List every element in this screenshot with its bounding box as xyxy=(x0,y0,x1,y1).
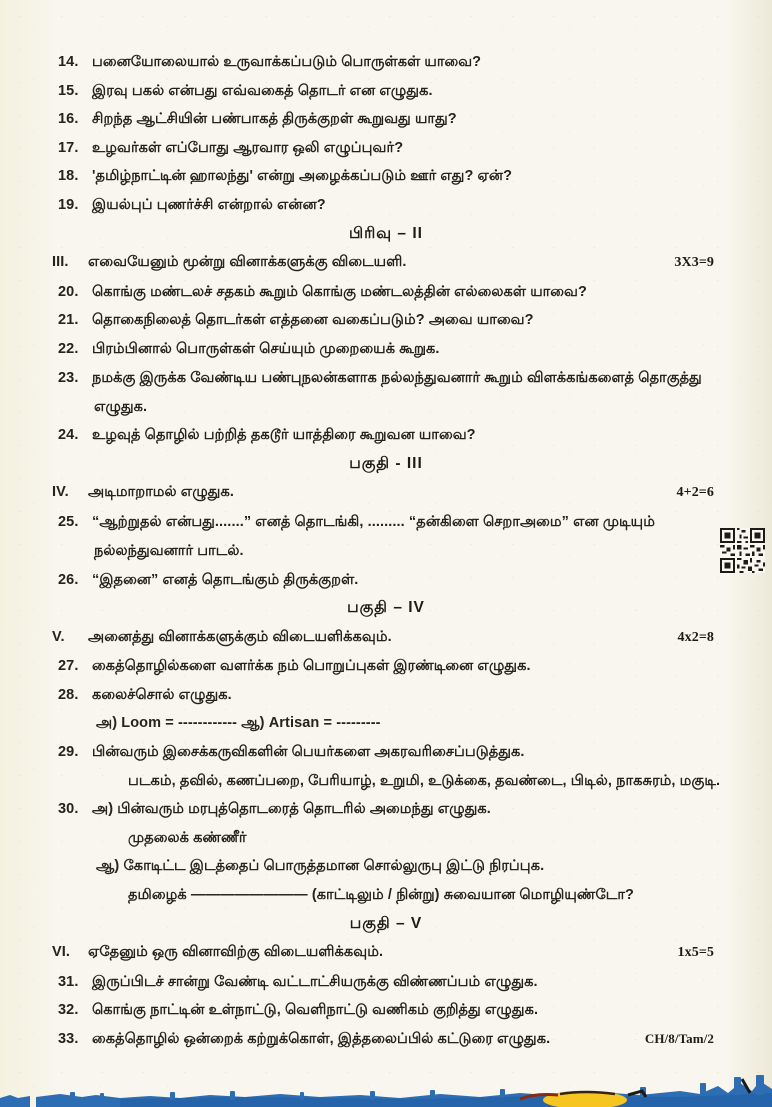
question-16 xyxy=(58,109,714,129)
question-number: 29. xyxy=(58,744,79,761)
question-23 xyxy=(58,368,714,417)
question-number: 24. xyxy=(58,427,79,444)
question-number: 22. xyxy=(58,340,79,357)
question-text: சிறந்த ஆட்சியின் பண்பாகத் திருக்குறள் கூறுவது யாது? xyxy=(92,111,457,128)
marks-label: 3X3=9 xyxy=(674,255,714,271)
question-number: 17. xyxy=(58,139,79,156)
question-15 xyxy=(58,81,714,101)
question-17 xyxy=(58,138,714,158)
instruction-text: அடிமாறாமல் எழுதுக. xyxy=(88,484,234,501)
roman-numeral: IV. xyxy=(52,484,69,501)
instruction-IV xyxy=(52,482,714,503)
question-text: “ஆற்றுதல் என்பது.......” எனத் தொடங்கி, ......... “தன்கிளை செறாஅமை” என முடியும் xyxy=(92,513,655,530)
question-text: உழவுத் தொழில் பற்றித் தகடூர் யாத்திரை கூறுவன யாவை? xyxy=(92,427,476,444)
question-30-part-aa xyxy=(58,856,714,876)
question-number: 19. xyxy=(58,196,79,213)
question-22 xyxy=(58,339,714,359)
fill-in-line: அ) Loom = ------------ ஆ) Artisan = --------- xyxy=(96,715,381,732)
question-text: 'தமிழ்நாட்டின் ஹாலந்து' என்று அழைக்கப்படும் ஊர் எது? ஏன்? xyxy=(92,168,513,185)
section-header-pakuthi-3: பகுதி - III xyxy=(349,454,423,472)
question-text: அ) பின்வரும் மரபுத்தொடரைத் தொடரில் அமைந்து எழுதுக. xyxy=(92,801,491,818)
marks-label: 1x5=5 xyxy=(677,945,714,961)
question-text: கொங்கு நாட்டின் உள்நாட்டு, வெளிநாட்டு வணிகம் குறித்து எழுதுக. xyxy=(92,1002,539,1019)
roman-numeral: V. xyxy=(52,628,65,645)
roman-numeral: VI. xyxy=(52,944,71,961)
fill-in-line: தமிழைக் ———————— (காட்டிலும் / நின்று) சுவையான மொழியுண்டோ? xyxy=(128,887,634,904)
question-number: 16. xyxy=(58,111,79,128)
question-26 xyxy=(58,570,714,590)
question-text: இருப்பிடச் சான்று வேண்டி வட்டாட்சியருக்கு விண்ணப்பம் எழுதுக. xyxy=(92,973,538,990)
instruction-V xyxy=(52,627,714,648)
question-number: 14. xyxy=(58,54,79,70)
scan-bottom-edge xyxy=(0,1071,772,1107)
question-24 xyxy=(58,425,714,445)
question-text: கைத்தொழில்களை வளர்க்க நம் பொறுப்புகள் இரண்டினை எழுதுக. xyxy=(92,658,531,675)
question-29 xyxy=(58,742,714,762)
paper-code: CH/8/Tam/2 xyxy=(644,1031,714,1046)
question-text: இயல்புப் புணர்ச்சி என்றால் என்ன? xyxy=(92,196,326,213)
question-19 xyxy=(58,195,714,215)
question-text: பிரம்பினால் பொருள்கள் செய்யும் முறையைக் கூறுக. xyxy=(92,340,440,357)
qr-code-icon xyxy=(720,528,765,573)
question-27 xyxy=(58,656,714,676)
question-number: 31. xyxy=(58,973,79,990)
idiom-text: முதலைக் கண்ணீர் xyxy=(128,829,247,846)
question-29-word-list xyxy=(58,771,721,791)
question-number: 26. xyxy=(58,571,79,588)
question-number: 23. xyxy=(58,369,79,386)
question-text: கொங்கு மண்டலச் சதகம் கூறும் கொங்கு மண்டலத்தின் எல்லைகள் யாவை? xyxy=(92,283,587,300)
question-number: 21. xyxy=(58,312,79,329)
question-text: “இதனை” எனத் தொடங்கும் திருக்குறள். xyxy=(92,571,359,588)
question-32 xyxy=(58,1000,714,1020)
roman-numeral: III. xyxy=(52,254,69,271)
question-text-continuation: எழுதுக. xyxy=(94,398,148,415)
word-list: படகம், தவில், கணப்பறை, பேரியாழ், உறுமி, உடுக்கை, தவண்டை, பிடில், நாகசுரம், மகுடி. xyxy=(128,772,721,789)
question-20 xyxy=(58,282,714,302)
question-number: 30. xyxy=(58,801,79,818)
question-number: 33. xyxy=(58,1031,79,1047)
section-header-pakuthi-4: பகுதி – IV xyxy=(347,599,425,617)
question-number: 27. xyxy=(58,658,79,675)
question-30 xyxy=(58,799,714,819)
question-text: கைத்தொழில் ஒன்றைக் கற்றுக்கொள், இத்தலைப்பில் கட்டுரை எழுதுக. xyxy=(92,1031,551,1047)
instruction-text: ஏதேனும் ஒரு வினாவிற்கு விடையளிக்கவும். xyxy=(88,944,384,961)
question-25 xyxy=(58,512,714,561)
marks-label: 4x2=8 xyxy=(677,629,714,645)
section-header-pirivu-2: பிரிவு – II xyxy=(349,224,423,242)
instruction-III xyxy=(52,252,714,273)
question-31 xyxy=(58,972,714,992)
question-number: 15. xyxy=(58,82,79,99)
section-header-pakuthi-5: பகுதி – V xyxy=(349,914,423,932)
question-number: 20. xyxy=(58,283,79,300)
question-number: 18. xyxy=(58,168,79,185)
question-text: நமக்கு இருக்க வேண்டிய பண்புநலன்களாக நல்லந்துவனார் கூறும் விளக்கங்களைத் தொகுத்து xyxy=(92,369,702,386)
question-text: உழவர்கள் எப்போது ஆரவார ஒலி எழுப்புவர்? xyxy=(92,139,404,156)
marks-label: 4+2=6 xyxy=(676,485,714,501)
question-text: தொகைநிலைத் தொடர்கள் எத்தனை வகைப்படும்? அவை யாவை? xyxy=(92,312,534,329)
question-number: 25. xyxy=(58,513,79,530)
instruction-VI xyxy=(52,942,714,963)
question-28 xyxy=(58,685,714,705)
question-14 xyxy=(58,52,714,72)
question-text: ஆ) கோடிட்ட இடத்தைப் பொருத்தமான சொல்லுருபு இட்டு நிரப்புக. xyxy=(96,858,545,875)
question-text: பின்வரும் இசைக்கருவிகளின் பெயர்களை அகரவரிசைப்படுத்துக. xyxy=(92,744,525,761)
instruction-text: அனைத்து வினாக்களுக்கும் விடையளிக்கவும். xyxy=(88,628,392,645)
question-text: பனையோலையால் உருவாக்கப்படும் பொருள்கள் யாவை? xyxy=(92,54,482,70)
question-text: கலைச்சொல் எழுதுக. xyxy=(92,686,232,703)
question-number: 28. xyxy=(58,686,79,703)
question-18 xyxy=(58,166,714,186)
question-30-idiom xyxy=(58,828,714,848)
question-number: 32. xyxy=(58,1002,79,1019)
question-30-fill-in xyxy=(58,885,714,905)
question-list xyxy=(52,52,721,1058)
question-text-continuation: நல்லந்துவனார் பாடல். xyxy=(94,542,244,559)
question-28-options xyxy=(58,713,714,733)
instruction-text: எவையேனும் மூன்று வினாக்களுக்கு விடையளி. xyxy=(88,254,407,271)
question-21 xyxy=(58,310,714,330)
question-33 xyxy=(58,1029,714,1049)
question-text: இரவு பகல் என்பது எவ்வகைத் தொடர் என எழுதுக. xyxy=(92,82,433,99)
